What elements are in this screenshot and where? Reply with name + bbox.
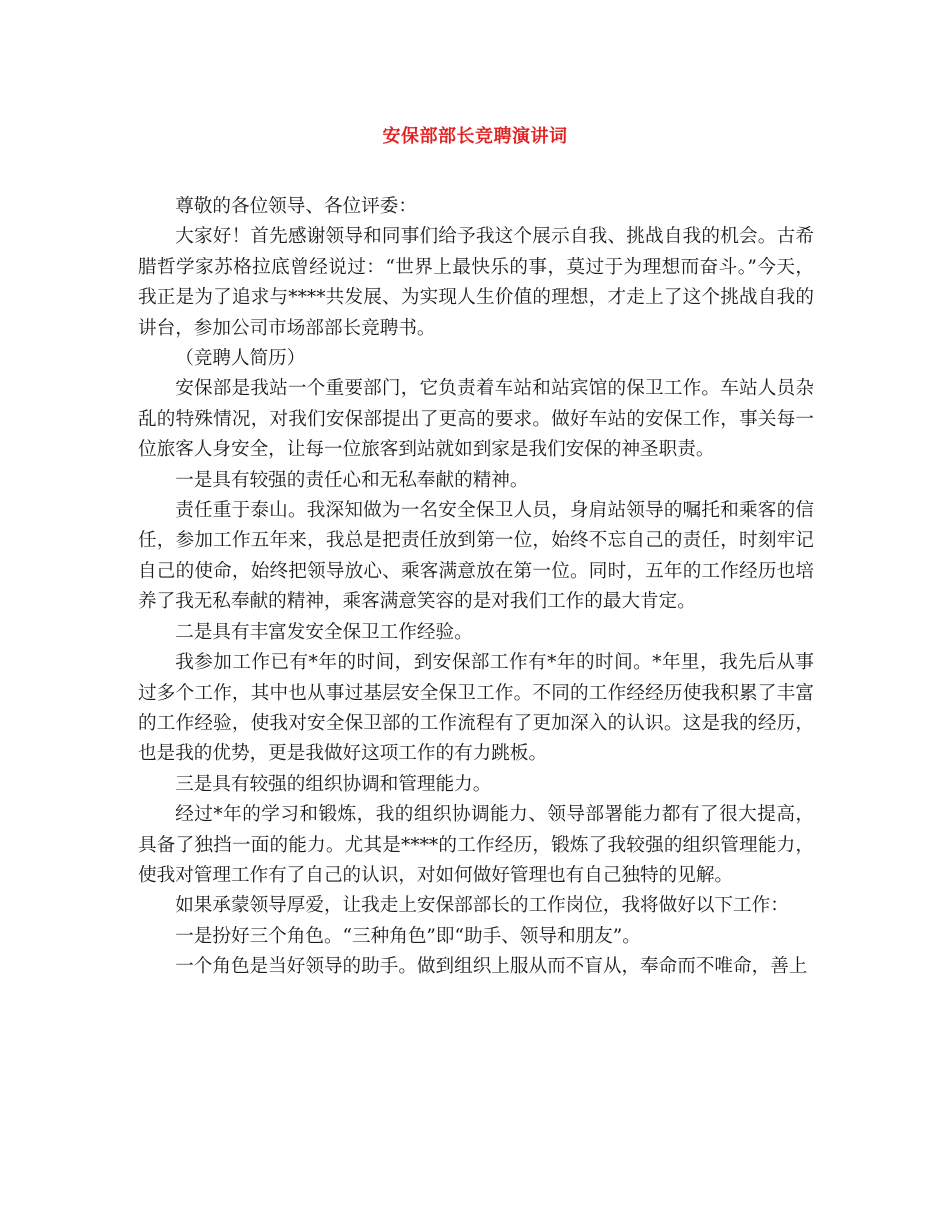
paragraph: 责任重于泰山。我深知做为一名安全保卫人员，身肩站领导的嘱托和乘客的信任，参加工作五年来，我总是把责任放到第一位，始终不忘自己的责任，时刻牢记自己的使命，始终把领导放心、乘客满意放在第一位。同时，五年的工作经历也培养了我无私奉献的精神，乘客满意笑容的是对我们工作的最大肯定。	[138, 500, 814, 613]
paragraph-heading: 一是扮好三个角色。“三种角色”即“助手、领导和朋友”。	[175, 925, 641, 947]
paragraph: 我参加工作已有*年的时间，到安保部工作有*年的时间。*年里，我先后从事过多个工作，其中也从事过基层安全保卫工作。不同的工作经经历使我积累了丰富的工作经验，使我对安全保卫部的工作流程有了更加深入的认识。这是我的经历，也是我的优势，更是我做好这项工作的有力跳板。	[138, 652, 814, 765]
paragraph: 一个角色是当好领导的助手。做到组织上服从而不盲从，奉命而不唯命，善上	[175, 956, 808, 978]
paragraph-resume-note: （竞聘人简历）	[175, 348, 306, 370]
paragraph-heading: 三是具有较强的组织协调和管理能力。	[175, 773, 492, 795]
paragraph: 如果承蒙领导厚爱，让我走上安保部部长的工作岗位，我将做好以下工作：	[175, 895, 789, 917]
document-body	[138, 192, 814, 983]
paragraph-heading: 一是具有较强的责任心和无私奉献的精神。	[175, 469, 529, 491]
paragraph: 经过*年的学习和锻炼，我的组织协调能力、领导部署能力都有了很大提高，具备了独挡一面的能力。尤其是****的工作经历，锻炼了我较强的组织管理能力，使我对管理工作有了自己的认识，对如何做好管理也有自己独特的见解。	[138, 804, 814, 886]
paragraph-salutation: 尊敬的各位领导、各位评委：	[175, 196, 417, 217]
paragraph-heading: 二是具有丰富发安全保卫工作经验。	[175, 621, 473, 643]
paragraph: 安保部是我站一个重要部门，它负责着车站和站宾馆的保卫工作。车站人员杂乱的特殊情况，对我们安保部提出了更高的要求。做好车站的安保工作，事关每一位旅客人身安全，让每一位旅客到站就如到家是我们安保的神圣职责。	[138, 378, 814, 461]
document-title: 安保部部长竞聘演讲词	[382, 126, 568, 147]
paragraph: 大家好！首先感谢领导和同事们给予我这个展示自我、挑战自我的机会。古希腊哲学家苏格拉底曾经说过：“世界上最快乐的事，莫过于为理想而奋斗。”今天，我正是为了追求与****共发展、为实现人生价值的理想，才走上了这个挑战自我的讲台，参加公司市场部部长竞聘书。	[138, 226, 814, 339]
